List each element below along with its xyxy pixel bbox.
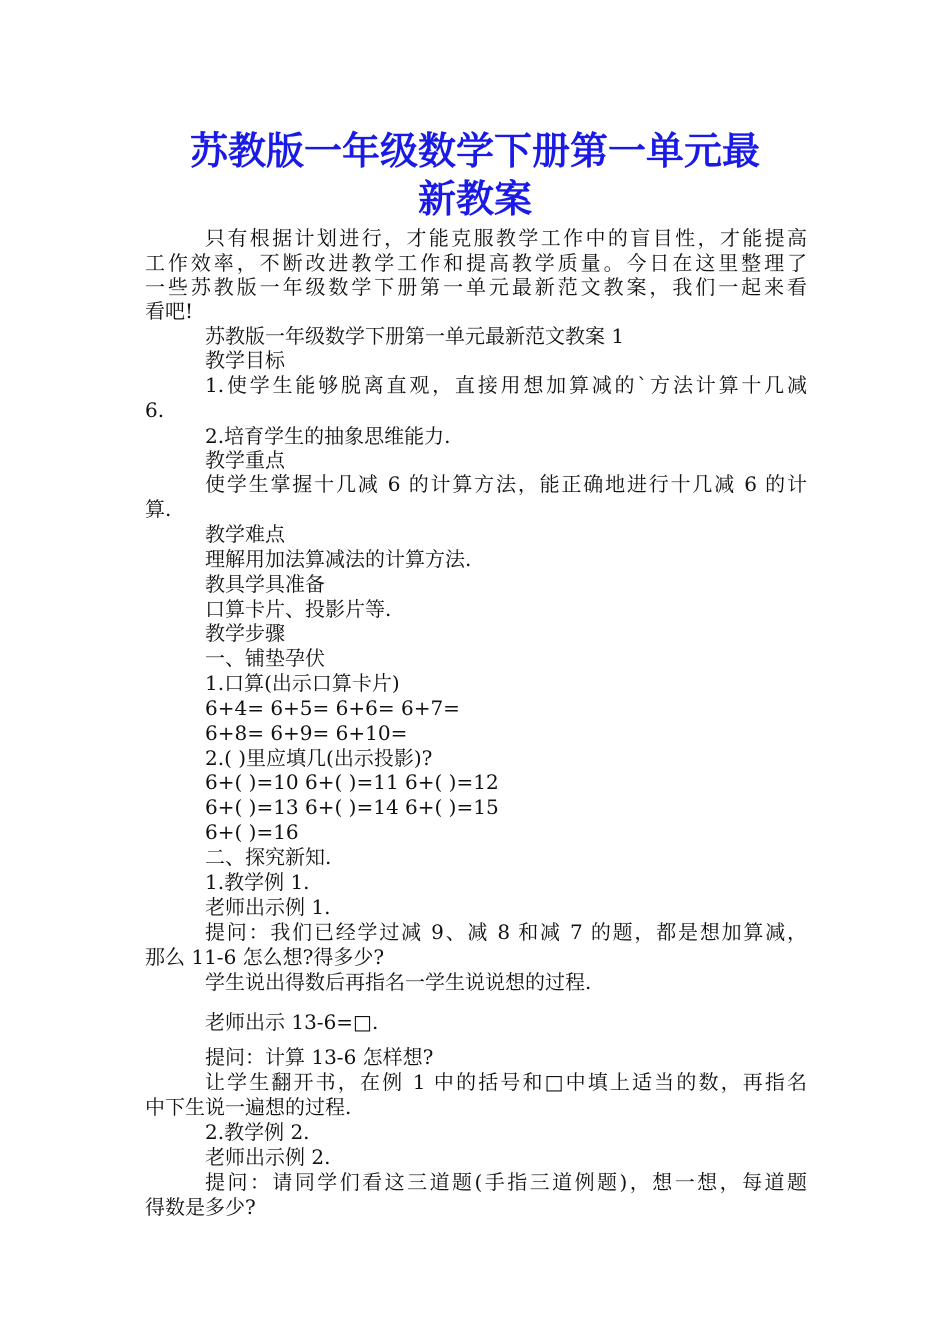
fill-row-3: 6+( )=16 [205,820,299,844]
tools-text: 口算卡片、投影片等. [205,597,392,621]
oral-heading: 1.口算(出示口算卡片) [205,671,400,695]
lesson-heading: 苏教版一年级数学下册第一单元最新范文教案 1 [205,324,625,348]
example-2-question-line-1: 提问：请同学们看这三道题(手指三道例题)，想一想，每道题 [205,1170,807,1194]
example-1-question-line-1: 提问：我们已经学过减 9、减 8 和减 7 的题，都是想加算减， [205,920,807,944]
key-line-1: 使学生掌握十几减 6 的计算方法，能正确地进行十几减 6 的计 [205,472,807,496]
goal-1-line-1: 1.使学生能够脱离直观，直接用想加算减的`方法计算十几减 [205,373,807,397]
intro-line-2: 工作效率，不断改进教学工作和提高教学质量。今日在这里整理了 [145,251,807,275]
goal-2: 2.培育学生的抽象思维能力. [205,424,451,448]
example-1-show: 老师出示例 1. [205,895,331,919]
document-title-line-2: 新教案 [417,176,532,221]
example-2-heading: 2.教学例 2. [205,1120,310,1144]
example-1-student: 学生说出得数后再指名一学生说说想的过程. [205,970,592,994]
oral-row-2: 6+8= 6+9= 6+10= [205,721,408,745]
example-1-question-line-2: 那么 11-6 怎么想?得多少? [145,945,385,969]
key-heading: 教学重点 [205,448,285,472]
steps-heading: 教学步骤 [205,621,285,645]
step-1-heading: 一、铺垫孕伏 [205,646,325,670]
document-title-line-1: 苏教版一年级数学下册第一单元最 [189,128,760,173]
fill-row-1: 6+( )=10 6+( )=11 6+( )=12 [205,770,499,794]
tools-heading: 教具学具准备 [205,572,325,596]
difficulty-heading: 教学难点 [205,522,285,546]
example-2-show: 老师出示例 2. [205,1145,331,1169]
difficulty-text: 理解用加法算减法的计算方法. [205,547,472,571]
book-line-2: 中下生说一遍想的过程. [145,1095,352,1119]
key-line-2: 算. [145,497,172,521]
intro-line-4: 看吧! [145,299,194,323]
book-line-1: 让学生翻开书，在例 1 中的括号和□中填上适当的数，再指名 [205,1070,807,1094]
goal-1-line-2: 6. [145,398,165,422]
question-13-minus-6: 提问：计算 13-6 怎样想? [205,1045,434,1069]
goal-heading: 教学目标 [205,348,285,372]
fill-row-2: 6+( )=13 6+( )=14 6+( )=15 [205,795,499,819]
intro-line-3: 一些苏教版一年级数学下册第一单元最新范文教案，我们一起来看 [145,275,807,299]
intro-line-1: 只有根据计划进行，才能克服教学工作中的盲目性，才能提高 [205,226,807,250]
step-2-heading: 二、探究新知. [205,845,332,869]
show-13-minus-6: 老师出示 13-6=□. [205,1010,379,1034]
example-1-heading: 1.教学例 1. [205,870,310,894]
example-2-question-line-2: 得数是多少? [145,1195,256,1219]
oral-row-1: 6+4= 6+5= 6+6= 6+7= [205,696,460,720]
fill-heading: 2.( )里应填几(出示投影)? [205,746,433,770]
